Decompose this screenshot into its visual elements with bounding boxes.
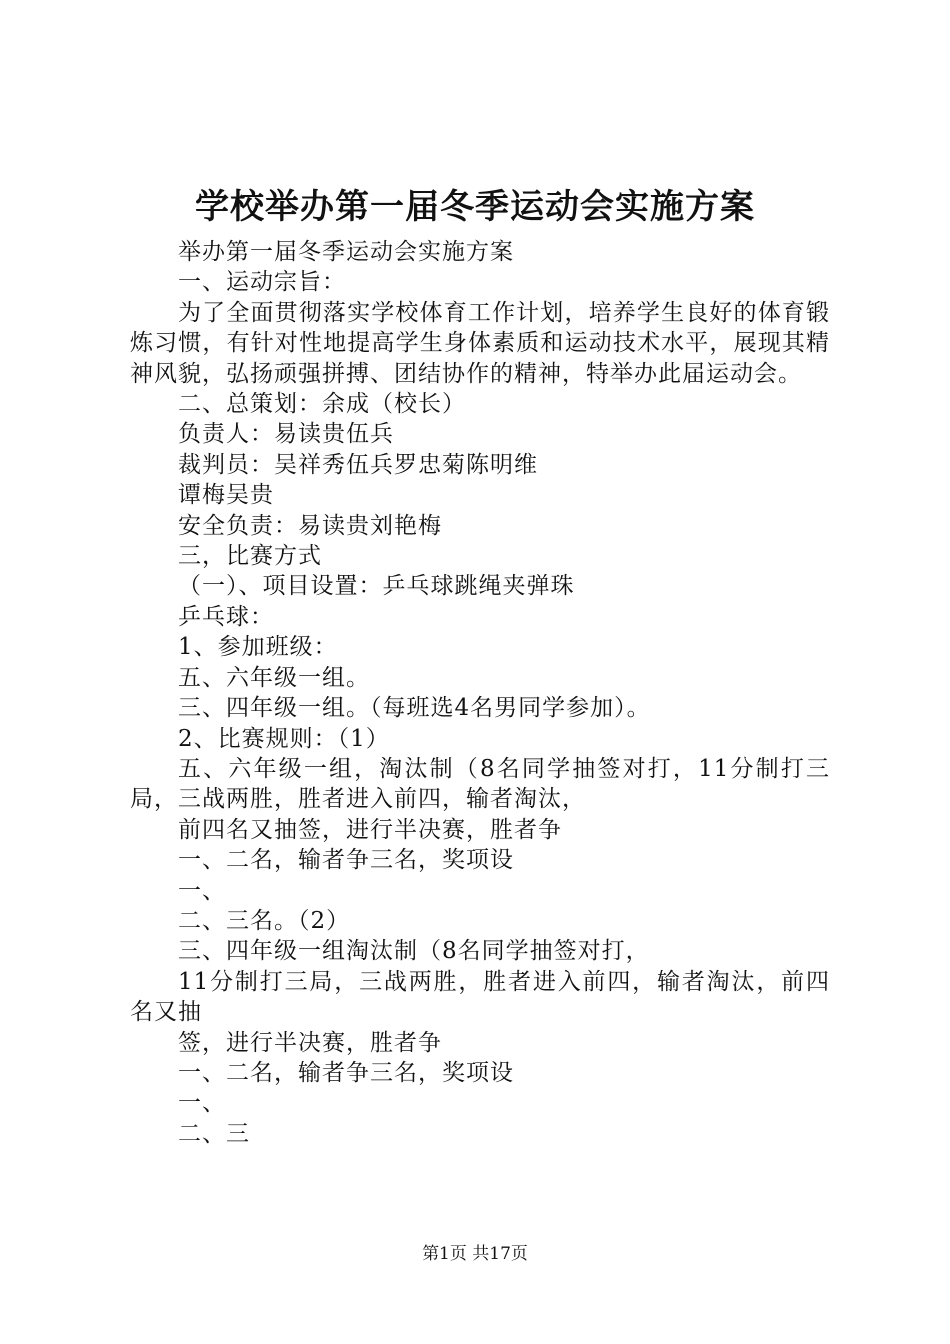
paragraph: 一、 — [178, 1090, 226, 1117]
paragraph: 三，比赛方式 — [178, 543, 322, 570]
paragraph: 五、六年级一组。 — [178, 664, 370, 691]
paragraph: 11分制打三局，三战两胜，胜者进入前四，输者淘汰，前四名又抽 — [130, 968, 830, 1026]
paragraph: 1、参加班级： — [178, 634, 338, 661]
paragraph: 安全负责：易读贵刘艳梅 — [178, 512, 442, 539]
paragraph: 举办第一届冬季运动会实施方案 — [178, 239, 514, 265]
paragraph: 一、二名，输者争三名，奖项设 — [178, 847, 514, 874]
page-footer: 第1页 共17页 — [422, 1244, 528, 1264]
paragraph: 2、比赛规则：（1） — [178, 725, 390, 752]
paragraph: 为了全面贯彻落实学校体育工作计划，培养学生良好的体育锻炼习惯，有针对性地提高学生身体素质和运动技术水平，展现其精神风貌，弘扬顽强拼搏、团结协作的精神，特举办此届运动会。 — [130, 299, 830, 387]
paragraph: （一）、项目设置：乒乓球跳绳夹弹珠 — [178, 573, 575, 600]
paragraph: 二、三名。（2） — [178, 907, 351, 934]
paragraph: 三、四年级一组。（每班选4名男同学参加）。 — [178, 695, 651, 722]
paragraph: 二、三 — [178, 1120, 250, 1147]
paragraph: 谭梅吴贵 — [178, 482, 274, 509]
paragraph: 一、 — [178, 877, 226, 904]
paragraph: 三、四年级一组淘汰制（8名同学抽签对打， — [178, 938, 650, 965]
paragraph: 裁判员：吴祥秀伍兵罗忠菊陈明维 — [178, 451, 538, 478]
paragraph: 负责人：易读贵伍兵 — [178, 421, 394, 448]
paragraph: 乒乓球： — [178, 603, 274, 630]
document-body — [130, 237, 830, 1149]
paragraph: 五、六年级一组，淘汰制（8名同学抽签对打，11分制打三局，三战两胜，胜者进入前四，输者淘汰， — [130, 755, 830, 813]
paragraph: 二、总策划：余成（校长） — [178, 391, 466, 418]
paragraph: 前四名又抽签，进行半决赛，胜者争 — [178, 816, 562, 843]
paragraph: 一、运动宗旨： — [178, 269, 346, 296]
paragraph: 签，进行半决赛，胜者争 — [178, 1029, 442, 1056]
document-title: 学校举办第一届冬季运动会实施方案 — [195, 187, 755, 227]
paragraph: 一、二名，输者争三名，奖项设 — [178, 1059, 514, 1086]
